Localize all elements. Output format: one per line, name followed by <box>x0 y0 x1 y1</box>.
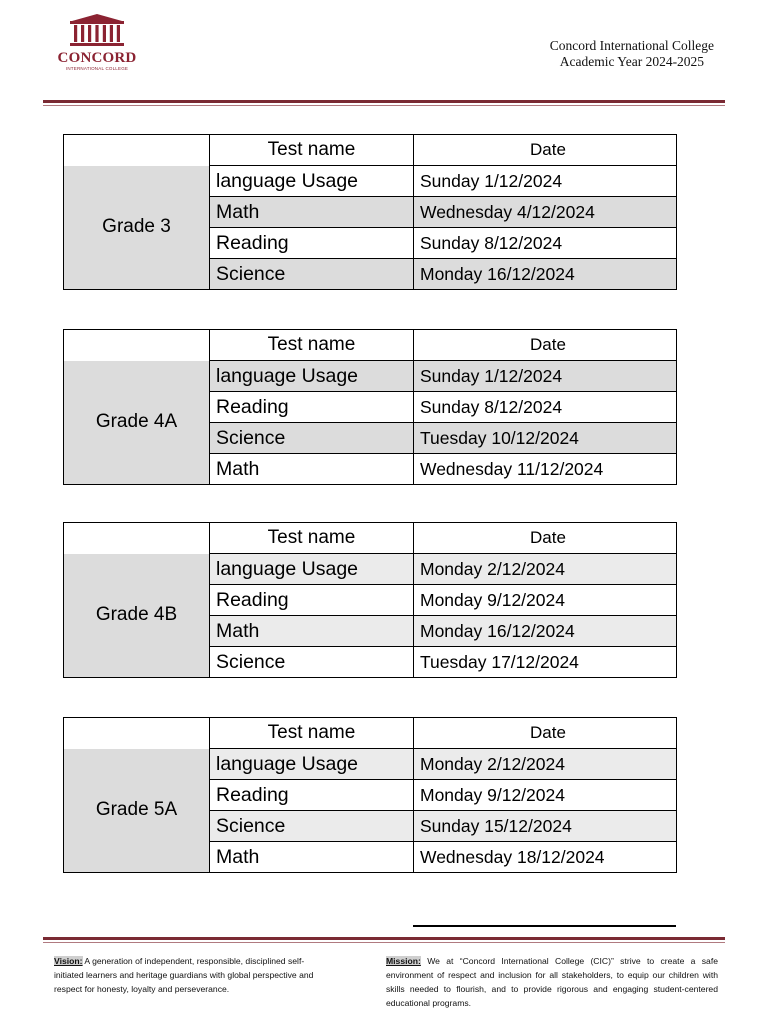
signature-line <box>413 925 676 927</box>
grade-label: Grade 4A <box>64 361 210 485</box>
grade-label: Grade 5A <box>64 749 210 873</box>
table-row <box>64 361 677 392</box>
header-info <box>550 38 714 70</box>
header-divider <box>43 100 725 106</box>
vision-statement <box>54 954 330 996</box>
test-date-cell: Monday 2/12/2024 <box>414 554 677 585</box>
test-date-cell: Sunday 8/12/2024 <box>414 392 677 423</box>
vision-text: A generation of independent, responsible, disciplined self-initiated learners and heritage guardians with global perspective and respect for honesty, loyalty and perseverance. <box>54 956 314 994</box>
table-header-row <box>64 523 677 554</box>
test-date-cell: Wednesday 4/12/2024 <box>414 197 677 228</box>
column-header-test: Test name <box>210 523 414 554</box>
schedule-table-grade-4b <box>63 522 677 678</box>
building-columns-icon <box>56 14 138 50</box>
column-header-date: Date <box>414 330 677 361</box>
test-name-cell: language Usage <box>210 554 414 585</box>
test-name-cell: language Usage <box>210 166 414 197</box>
logo-wordmark: CONCORD <box>57 50 137 66</box>
column-header-date: Date <box>414 135 677 166</box>
test-date-cell: Monday 9/12/2024 <box>414 585 677 616</box>
mission-text: We at “Concord International College (CIC)” strive to create a safe environment of respect and inclusion for all stakeholders, to equip our children with skills needed to flourish, and to provide rigorous and engaging student-centered educational programs. <box>386 956 719 1008</box>
test-name-cell: Science <box>210 647 414 678</box>
test-name-cell: Science <box>210 259 414 290</box>
table-header-row <box>64 718 677 749</box>
test-name-cell: Math <box>210 454 414 485</box>
test-date-cell: Sunday 15/12/2024 <box>414 811 677 842</box>
vision-label: Vision: <box>54 956 83 966</box>
column-header-date: Date <box>414 523 677 554</box>
test-name-cell: Science <box>210 423 414 454</box>
schedule-table-grade-3 <box>63 134 677 290</box>
test-date-cell: Wednesday 18/12/2024 <box>414 842 677 873</box>
test-date-cell: Sunday 8/12/2024 <box>414 228 677 259</box>
footer-divider <box>43 937 725 943</box>
grade-label: Grade 3 <box>64 166 210 290</box>
logo-subtitle: INTERNATIONAL COLLEGE <box>65 66 129 71</box>
schedule-table-grade-4a <box>63 329 677 485</box>
test-date-cell: Monday 9/12/2024 <box>414 780 677 811</box>
test-date-cell: Sunday 1/12/2024 <box>414 361 677 392</box>
test-name-cell: Math <box>210 842 414 873</box>
schedule-table-grade-5a <box>63 717 677 873</box>
test-date-cell: Monday 16/12/2024 <box>414 259 677 290</box>
table-row <box>64 554 677 585</box>
test-name-cell: Math <box>210 197 414 228</box>
test-date-cell: Tuesday 17/12/2024 <box>414 647 677 678</box>
test-name-cell: Math <box>210 616 414 647</box>
column-header-test: Test name <box>210 718 414 749</box>
table-header-row <box>64 135 677 166</box>
test-date-cell: Monday 16/12/2024 <box>414 616 677 647</box>
table-corner <box>64 718 210 749</box>
test-name-cell: Science <box>210 811 414 842</box>
mission-statement <box>386 954 718 1010</box>
test-date-cell: Monday 2/12/2024 <box>414 749 677 780</box>
test-date-cell: Wednesday 11/12/2024 <box>414 454 677 485</box>
academic-year: Academic Year 2024-2025 <box>559 54 705 69</box>
table-header-row <box>64 330 677 361</box>
table-corner <box>64 523 210 554</box>
test-name-cell: Reading <box>210 228 414 259</box>
mission-label: Mission: <box>386 956 421 966</box>
test-name-cell: Reading <box>210 780 414 811</box>
college-name: Concord International College <box>549 38 714 53</box>
column-header-test: Test name <box>210 135 414 166</box>
test-name-cell: language Usage <box>210 361 414 392</box>
test-name-cell: language Usage <box>210 749 414 780</box>
test-date-cell: Tuesday 10/12/2024 <box>414 423 677 454</box>
test-name-cell: Reading <box>210 392 414 423</box>
column-header-test: Test name <box>210 330 414 361</box>
column-header-date: Date <box>414 718 677 749</box>
table-row <box>64 749 677 780</box>
table-corner <box>64 330 210 361</box>
college-logo <box>56 14 138 72</box>
table-corner <box>64 135 210 166</box>
test-name-cell: Reading <box>210 585 414 616</box>
test-date-cell: Sunday 1/12/2024 <box>414 166 677 197</box>
table-row <box>64 166 677 197</box>
grade-label: Grade 4B <box>64 554 210 678</box>
